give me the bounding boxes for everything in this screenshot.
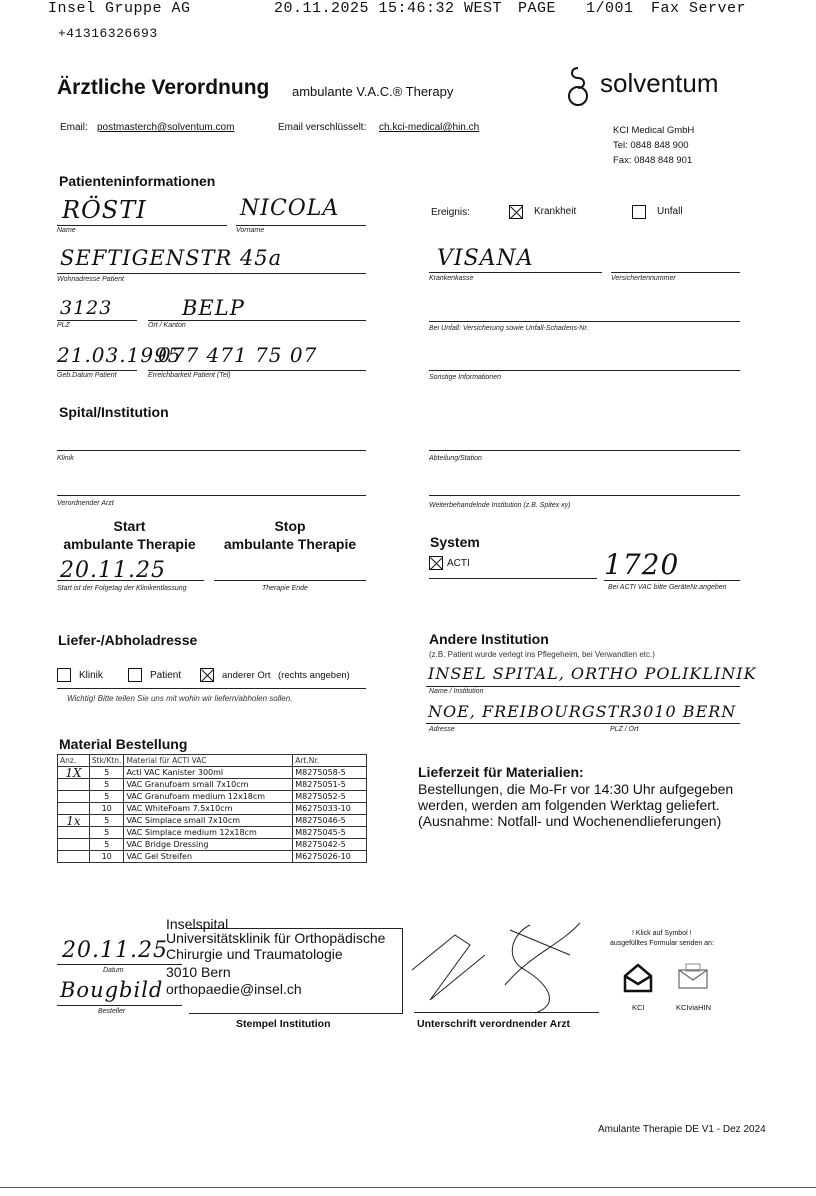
solventum-logo-icon: [564, 64, 592, 108]
table-row: [58, 791, 367, 803]
kci-hin-label: KCIviaHIN: [676, 1003, 712, 1012]
sonstige-line: [429, 370, 740, 371]
lieferzeit-line-1: Bestellungen, die Mo-Fr vor 14:30 Uhr aufgegeben: [418, 781, 734, 797]
patient-phone-value[interactable]: 077 471 75 07: [158, 343, 318, 367]
stamp-line-3: Chirurgie und Traumatologie: [166, 946, 343, 962]
stamp-line-4: 3010 Bern: [166, 964, 231, 980]
vorname-line: [236, 225, 366, 226]
acti-checkbox[interactable]: [429, 556, 443, 570]
krankenkasse-line: [429, 272, 602, 273]
table-row: [58, 827, 367, 839]
row-qty[interactable]: [58, 791, 90, 803]
lieferzeit-title: Lieferzeit für Materialien:: [418, 764, 584, 780]
row-qty[interactable]: [58, 851, 90, 863]
patient-plz-value[interactable]: 3123: [60, 297, 113, 319]
doctor-signature-label: Unterschrift verordnender Arzt: [417, 1018, 571, 1030]
row-qty[interactable]: [58, 827, 90, 839]
krankenkasse-value[interactable]: VISANA: [437, 246, 534, 271]
klinik-label: Klinik: [57, 455, 74, 462]
row-material: VAC Simplace medium 12x18cm: [124, 827, 293, 839]
sonstige-label: Sonstige Informationen: [429, 374, 501, 381]
row-material: VAC Granufoam small 7x10cm: [124, 779, 293, 791]
fax-phone: +41316326693: [58, 26, 158, 41]
email-link[interactable]: postmasterch@solventum.com: [97, 122, 235, 133]
name-line: [57, 225, 227, 226]
page-bottom-edge: [0, 1187, 816, 1188]
phone-line: [148, 370, 366, 371]
device-number-value[interactable]: 1720: [604, 548, 680, 581]
stamp-line-2: Universitätsklinik für Orthopädische: [166, 930, 386, 946]
start-title-2: ambulante Therapie: [63, 536, 196, 552]
delivery-anderer-label: anderer Ort: [222, 670, 271, 681]
phone-label: Erreichbarkeit Patient (Tel): [148, 372, 231, 379]
plz-line: [57, 320, 137, 321]
patient-name-value[interactable]: RÖSTI: [62, 196, 147, 224]
datum-label: Datum: [103, 967, 124, 974]
system-section-title: System: [430, 534, 480, 550]
patient-ort-value[interactable]: BELP: [182, 296, 245, 320]
besteller-label: Besteller: [98, 1008, 126, 1015]
company-tel: Tel: 0848 848 900: [613, 140, 689, 151]
other-institution-name[interactable]: INSEL SPITAL, ORTHO POLIKLINIK: [428, 664, 757, 683]
abteilung-label: Abteilung/Station: [429, 455, 482, 462]
other-institution-title: Andere Institution: [429, 631, 549, 647]
row-artnr: M8275052-5: [293, 791, 367, 803]
krankheit-label: Krankheit: [534, 206, 577, 217]
delivery-section-title: Liefer-/Abholadresse: [58, 632, 198, 648]
fax-server: Fax Server: [651, 0, 747, 17]
besteller-line: [57, 1005, 182, 1006]
unfall-ins-label: Bei Unfall: Versicherung sowie Unfall-Schadens-Nr.: [429, 325, 589, 332]
unfall-label: Unfall: [657, 206, 683, 217]
company-fax: Fax: 0848 848 901: [613, 155, 693, 166]
header-material: Material für ACTI VAC: [124, 755, 293, 767]
row-stk: 5: [89, 779, 124, 791]
delivery-klinik-checkbox[interactable]: [57, 668, 71, 682]
table-row: [58, 851, 367, 863]
versicherten-label: Versichertennummer: [611, 275, 676, 282]
krankheit-checkbox[interactable]: [509, 205, 523, 219]
row-artnr: M8275058-5: [293, 767, 367, 779]
row-artnr: M8275042-5: [293, 839, 367, 851]
fax-datetime: 20.11.2025 15:46:32 WEST: [274, 0, 503, 17]
date-line: [57, 964, 182, 965]
device-note: Bei ACTI VAC bitte GeräteNr.angeben: [608, 584, 727, 591]
row-qty[interactable]: 1x: [58, 815, 90, 827]
other-plz-label: PLZ / Ort: [610, 726, 639, 733]
row-stk: 5: [89, 815, 124, 827]
other-institution-note: (z.B. Patient wurde verlegt ins Pflegeheim, bei Verwandten etc.): [429, 650, 655, 659]
unfall-checkbox[interactable]: [632, 205, 646, 219]
row-stk: 10: [89, 851, 124, 863]
address-line: [57, 273, 366, 274]
kci-hin-icon[interactable]: [676, 962, 710, 992]
other-address-label: Adresse: [429, 726, 455, 733]
address-label: Wohnadresse Patient: [57, 276, 124, 283]
delivery-note: Wichtig! Bitte teilen Sie uns mit wohin wir liefern/abholen sollen.: [67, 694, 293, 703]
row-material: Acti VAC Kanister 300ml: [124, 767, 293, 779]
weiter-label: Weiterbehandelnde Institution (z.B. Spitex xy): [429, 502, 571, 509]
row-stk: 5: [89, 767, 124, 779]
fax-page-label: PAGE: [518, 0, 557, 17]
row-qty[interactable]: [58, 839, 90, 851]
start-title-1: Start: [113, 518, 146, 534]
row-artnr: M8275051-5: [293, 779, 367, 791]
start-note: Start ist der Folgetag der Klinikentlassung: [57, 585, 187, 592]
abteilung-line: [429, 450, 740, 451]
form-subtitle: ambulante V.A.C.® Therapy: [292, 84, 454, 99]
delivery-anderer-checkbox[interactable]: [200, 668, 214, 682]
patient-vorname-value[interactable]: NICOLA: [240, 196, 340, 221]
patient-address-value[interactable]: SEFTIGENSTR 45a: [60, 246, 283, 270]
row-stk: 5: [89, 827, 124, 839]
krankenkasse-label: Krankenkasse: [429, 275, 474, 282]
patient-section-title: Patienteninformationen: [59, 173, 216, 189]
device-line: [604, 580, 740, 581]
row-qty[interactable]: [58, 803, 90, 815]
form-version: Amulante Therapie DE V1 - Dez 2024: [598, 1124, 766, 1135]
versicherten-line: [611, 272, 740, 273]
arzt-line: [57, 495, 366, 496]
stamp-line-5: orthopaedie@insel.ch: [166, 981, 302, 997]
table-row: [58, 779, 367, 791]
header-stk: Stk/Ktn.: [89, 755, 124, 767]
form-title: Ärztliche Verordnung: [57, 76, 270, 99]
row-material: VAC Bridge Dressing: [124, 839, 293, 851]
system-line: [429, 578, 597, 579]
row-stk: 5: [89, 791, 124, 803]
delivery-line: [57, 688, 366, 689]
lieferzeit-line-2: werden, werden am folgenden Werktag geliefert.: [418, 797, 720, 813]
row-material: VAC Granufoam medium 12x18cm: [124, 791, 293, 803]
material-table: [57, 754, 367, 863]
institution-section-title: Spital/Institution: [59, 404, 169, 420]
table-row: [58, 803, 367, 815]
row-qty[interactable]: [58, 779, 90, 791]
plz-label: PLZ: [57, 322, 70, 329]
table-row: [58, 839, 367, 851]
start-date-value[interactable]: 20.11.25: [60, 558, 166, 583]
other-institution-plz-ort[interactable]: 3010 BERN: [632, 702, 737, 721]
kci-email-icon[interactable]: [622, 962, 654, 994]
row-material: VAC Gel Streifen: [124, 851, 293, 863]
patient-dob-value[interactable]: 21.03.1995: [57, 343, 182, 367]
vorname-label: Vorname: [236, 227, 265, 234]
row-qty[interactable]: 1X: [58, 767, 90, 779]
company-name: KCI Medical GmbH: [613, 125, 695, 136]
row-artnr: M8275045-5: [293, 827, 367, 839]
table-row: [58, 767, 367, 779]
stop-line: [214, 580, 366, 581]
row-material: VAC Simplace small 7x10cm: [124, 815, 293, 827]
name-label: Name: [57, 227, 76, 234]
row-stk: 5: [89, 839, 124, 851]
stop-title-1: Stop: [274, 518, 306, 534]
dob-line: [57, 370, 137, 371]
other-institution-address[interactable]: NOE, FREIBOURGSTR.: [428, 702, 639, 721]
other-name-label: Name / Institution: [429, 688, 484, 695]
unfall-ins-line: [429, 321, 740, 322]
row-artnr: M8275046-5: [293, 815, 367, 827]
besteller-value[interactable]: Bougbild: [60, 978, 164, 1002]
delivery-klinik-label: Klinik: [79, 670, 103, 681]
klick-line-2: ausgefülltes Formular senden an:: [610, 940, 714, 947]
doctor-signature-scribble: [410, 915, 600, 1015]
delivery-patient-label: Patient: [150, 670, 182, 681]
kci-label: KCI: [632, 1003, 645, 1012]
stamp-line-1: Inselspital: [166, 916, 229, 932]
acti-label: ACTI: [447, 558, 470, 569]
material-header-row: [58, 755, 367, 767]
stamp-label: Stempel Institution: [236, 1018, 331, 1030]
row-artnr: M6275033-10: [293, 803, 367, 815]
table-row: [58, 815, 367, 827]
row-stk: 10: [89, 803, 124, 815]
lieferzeit-line-3: (Ausnahme: Notfall- und Wochenendlieferungen): [418, 813, 722, 829]
fax-page: 1/001: [586, 0, 634, 17]
end-label: Therapie Ende: [262, 585, 308, 592]
brand-name: solventum: [600, 68, 719, 98]
ort-label: Ort / Kanton: [148, 322, 186, 329]
stop-title-2: ambulante Therapie: [223, 536, 357, 552]
header-artnr: Art.Nr.: [293, 755, 367, 767]
ort-line: [148, 320, 366, 321]
email-label: Email:: [60, 122, 88, 133]
delivery-anderer-note: (rechts angeben): [278, 670, 350, 681]
weiter-line: [429, 495, 740, 496]
fax-sender: Insel Gruppe AG: [48, 0, 191, 17]
delivery-patient-checkbox[interactable]: [128, 668, 142, 682]
header-anz: Anz.: [58, 755, 90, 767]
event-label: Ereignis:: [431, 207, 470, 218]
email-encrypted-link[interactable]: ch.kci-medical@hin.ch: [379, 122, 480, 133]
start-line: [57, 580, 204, 581]
other-name-line: [426, 686, 740, 687]
email-encrypted-label: Email verschlüsselt:: [278, 122, 367, 133]
row-artnr: M6275026-10: [293, 851, 367, 863]
row-material: VAC WhiteFoam 7.5x10cm: [124, 803, 293, 815]
material-section-title: Material Bestellung: [59, 736, 188, 752]
klinik-line: [57, 450, 366, 451]
klick-line-1: ! Klick auf Symbol !: [632, 930, 692, 937]
arzt-label: Verordnender Arzt: [57, 500, 114, 507]
dob-label: Geb.Datum Patient: [57, 372, 117, 379]
other-address-line: [426, 723, 740, 724]
doctor-signature-line: [414, 1012, 599, 1013]
signature-date-value[interactable]: 20.11.25: [62, 938, 168, 963]
